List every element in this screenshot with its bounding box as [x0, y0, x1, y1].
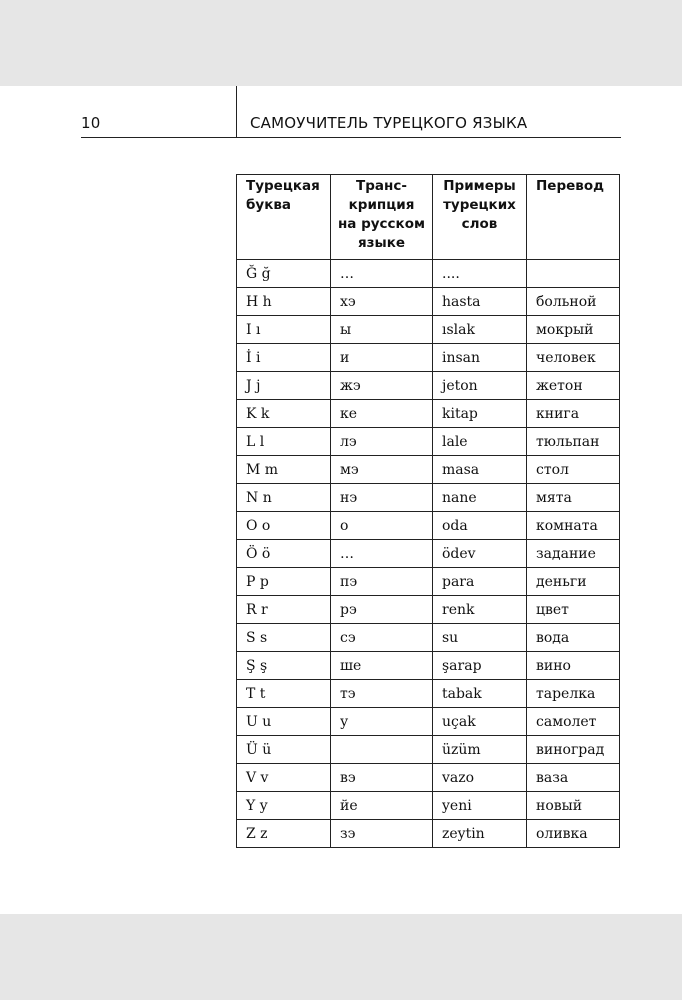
cell-translation: жетон — [527, 372, 620, 400]
table-row — [237, 288, 620, 316]
cell-transcription: лэ — [331, 428, 433, 456]
cell-example: ödev — [433, 540, 527, 568]
table-row — [237, 456, 620, 484]
table-row — [237, 512, 620, 540]
cell-translation: новый — [527, 792, 620, 820]
cell-letter: K k — [237, 400, 331, 428]
cell-transcription: нэ — [331, 484, 433, 512]
cell-translation: оливка — [527, 820, 620, 848]
cell-transcription: … — [331, 540, 433, 568]
cell-transcription: рэ — [331, 596, 433, 624]
table-row — [237, 680, 620, 708]
table-row — [237, 596, 620, 624]
table-row — [237, 708, 620, 736]
cell-translation — [527, 260, 620, 288]
cell-translation: виноград — [527, 736, 620, 764]
table-row — [237, 344, 620, 372]
cell-example: yeni — [433, 792, 527, 820]
running-title: САМОУЧИТЕЛЬ ТУРЕЦКОГО ЯЗЫКА — [250, 114, 528, 132]
cell-translation: цвет — [527, 596, 620, 624]
cell-translation: задание — [527, 540, 620, 568]
cell-letter: T t — [237, 680, 331, 708]
cell-example: üzüm — [433, 736, 527, 764]
cell-letter: R r — [237, 596, 331, 624]
cell-letter: Ğ ğ — [237, 260, 331, 288]
table-row — [237, 792, 620, 820]
table-row — [237, 260, 620, 288]
cell-example: şarap — [433, 652, 527, 680]
cell-transcription — [331, 736, 433, 764]
cell-example: para — [433, 568, 527, 596]
cell-transcription: тэ — [331, 680, 433, 708]
cell-example: lale — [433, 428, 527, 456]
cell-letter: Y y — [237, 792, 331, 820]
cell-transcription: сэ — [331, 624, 433, 652]
cell-letter: V v — [237, 764, 331, 792]
table-row — [237, 400, 620, 428]
cell-transcription: хэ — [331, 288, 433, 316]
cell-translation: деньги — [527, 568, 620, 596]
cell-translation: самолет — [527, 708, 620, 736]
cell-letter: J j — [237, 372, 331, 400]
cell-example: nane — [433, 484, 527, 512]
cell-letter: O o — [237, 512, 331, 540]
cell-letter: S s — [237, 624, 331, 652]
cell-transcription: … — [331, 260, 433, 288]
cell-letter: Ö ö — [237, 540, 331, 568]
cell-letter: Ş ş — [237, 652, 331, 680]
cell-letter: N n — [237, 484, 331, 512]
table-row — [237, 764, 620, 792]
table-row — [237, 316, 620, 344]
cell-translation: человек — [527, 344, 620, 372]
cell-letter: Z z — [237, 820, 331, 848]
table-row — [237, 484, 620, 512]
book-page — [0, 86, 682, 914]
table-row — [237, 428, 620, 456]
cell-example: jeton — [433, 372, 527, 400]
cell-translation: ваза — [527, 764, 620, 792]
header-divider — [236, 86, 237, 138]
cell-example: renk — [433, 596, 527, 624]
cell-transcription: йе — [331, 792, 433, 820]
cell-translation: тюльпан — [527, 428, 620, 456]
cell-letter: L l — [237, 428, 331, 456]
cell-transcription: ше — [331, 652, 433, 680]
cell-transcription: пэ — [331, 568, 433, 596]
cell-example: zeytin — [433, 820, 527, 848]
cell-example: insan — [433, 344, 527, 372]
header-rule — [81, 137, 621, 138]
cell-example: .... — [433, 260, 527, 288]
column-header-translation: Перевод — [527, 175, 620, 260]
cell-translation: тарелка — [527, 680, 620, 708]
cell-transcription: ке — [331, 400, 433, 428]
cell-example: vazo — [433, 764, 527, 792]
cell-example: kitap — [433, 400, 527, 428]
cell-translation: книга — [527, 400, 620, 428]
cell-example: tabak — [433, 680, 527, 708]
cell-translation: комната — [527, 512, 620, 540]
column-header-transcription: Транс- крипция на русском языке — [331, 175, 433, 260]
cell-example: hasta — [433, 288, 527, 316]
cell-letter: M m — [237, 456, 331, 484]
table-header-row — [237, 175, 620, 260]
table-row — [237, 568, 620, 596]
cell-translation: вино — [527, 652, 620, 680]
cell-translation: стол — [527, 456, 620, 484]
table-row — [237, 540, 620, 568]
cell-translation: вода — [527, 624, 620, 652]
cell-translation: мокрый — [527, 316, 620, 344]
cell-transcription: вэ — [331, 764, 433, 792]
cell-transcription: зэ — [331, 820, 433, 848]
cell-letter: Ü ü — [237, 736, 331, 764]
cell-letter: P p — [237, 568, 331, 596]
cell-letter: U u — [237, 708, 331, 736]
table-body — [237, 260, 620, 848]
cell-transcription: о — [331, 512, 433, 540]
cell-translation: мята — [527, 484, 620, 512]
table-row — [237, 820, 620, 848]
alphabet-table — [236, 174, 620, 848]
cell-example: uçak — [433, 708, 527, 736]
cell-example: masa — [433, 456, 527, 484]
cell-letter: I ı — [237, 316, 331, 344]
cell-transcription: мэ — [331, 456, 433, 484]
table-row — [237, 652, 620, 680]
page-number: 10 — [81, 114, 101, 132]
cell-example: ıslak — [433, 316, 527, 344]
cell-transcription: жэ — [331, 372, 433, 400]
table-row — [237, 624, 620, 652]
cell-example: su — [433, 624, 527, 652]
cell-letter: İ i — [237, 344, 331, 372]
table-row — [237, 372, 620, 400]
cell-transcription: у — [331, 708, 433, 736]
cell-transcription: и — [331, 344, 433, 372]
column-header-letter: Турецкая буква — [237, 175, 331, 260]
cell-translation: больной — [527, 288, 620, 316]
cell-example: oda — [433, 512, 527, 540]
running-header — [0, 86, 682, 146]
table-row — [237, 736, 620, 764]
column-header-examples: Примеры турецких слов — [433, 175, 527, 260]
cell-letter: H h — [237, 288, 331, 316]
cell-transcription: ы — [331, 316, 433, 344]
